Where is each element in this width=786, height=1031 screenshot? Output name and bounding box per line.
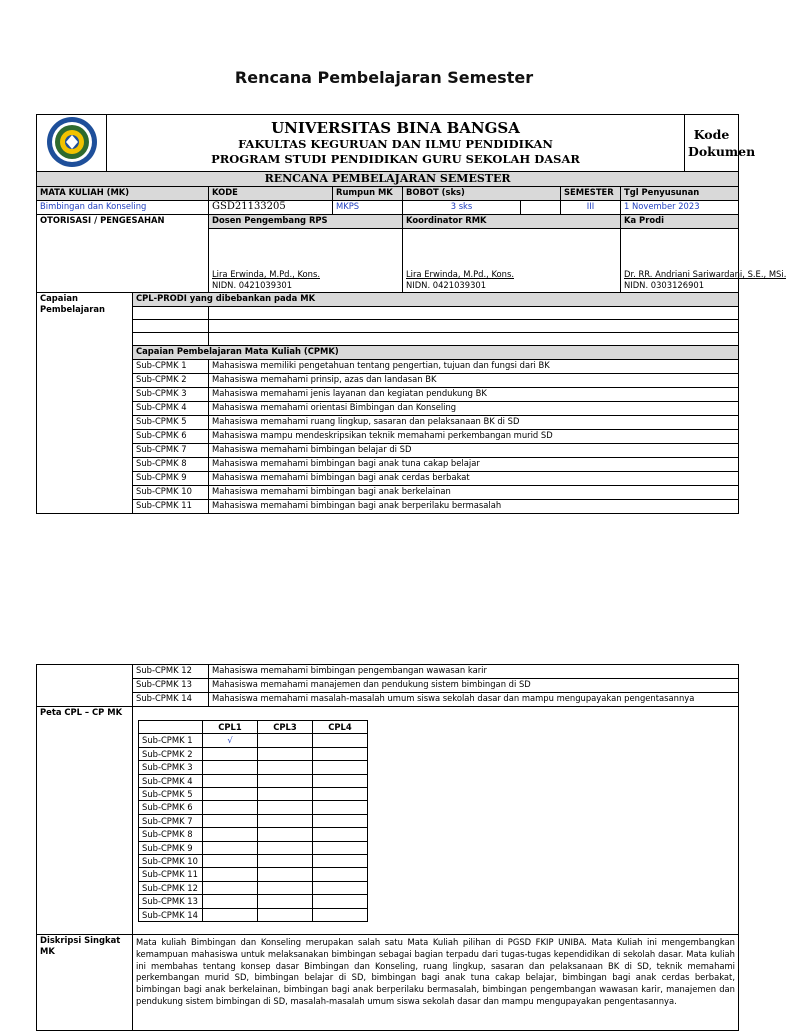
peta-row-label: Sub-CPMK 6 xyxy=(139,801,203,814)
university-name: UNIVERSITAS BINA BANGSA xyxy=(271,119,520,137)
table-row xyxy=(37,679,739,693)
cpmk-code: Sub-CPMK 12 xyxy=(133,665,209,679)
institution-cell xyxy=(107,115,685,172)
cpmk-text: Mahasiswa memahami jenis layanan dan kegiatan pendukung BK xyxy=(209,388,739,402)
university-logo-icon xyxy=(43,116,101,168)
cpmk-text: Mahasiswa memahami ruang lingkup, sasaran dan pelaksanaan BK di SD xyxy=(209,416,739,430)
kaprodi-label: Ka Prodi xyxy=(621,215,739,229)
rps-header-table xyxy=(36,114,756,172)
cpl-empty xyxy=(133,307,209,320)
faculty-name: FAKULTAS KEGURUAN DAN ILMU PENDIDIKAN xyxy=(238,137,553,151)
table-row xyxy=(139,801,368,814)
table-row xyxy=(37,430,739,444)
peta-row-label: Sub-CPMK 10 xyxy=(139,855,203,868)
kode-dokumen-cell: Kode Dokumen xyxy=(685,115,739,172)
cpmk-text: Mahasiswa memiliki pengetahuan tentang pengertian, tujuan dan fungsi dari BK xyxy=(209,360,739,374)
peta-row-label: Sub-CPMK 5 xyxy=(139,788,203,801)
col-tgl: Tgl Penyusunan xyxy=(621,187,739,201)
peta-cell xyxy=(133,707,739,935)
cpmk-text: Mahasiswa memahami bimbingan bagi anak berperilaku bermasalah xyxy=(209,500,739,514)
cpl-empty xyxy=(133,320,209,333)
cpl-empty xyxy=(209,320,739,333)
dosen-name: Lira Erwinda, M.Pd., Kons. xyxy=(212,269,320,279)
col-mk: MATA KULIAH (MK) xyxy=(37,187,209,201)
rps-continued-table xyxy=(36,664,739,1031)
peta-matrix xyxy=(138,720,368,922)
table-row xyxy=(139,734,368,747)
table-row xyxy=(139,881,368,894)
table-row xyxy=(139,747,368,760)
cpl-prodi-label: CPL-PRODI yang dibebankan pada MK xyxy=(133,293,739,307)
koor-name: Lira Erwinda, M.Pd., Kons. xyxy=(406,269,514,279)
table-row xyxy=(139,774,368,787)
rps-main-table xyxy=(36,171,786,514)
cpmk-code: Sub-CPMK 9 xyxy=(133,472,209,486)
cpmk-text: Mahasiswa memahami bimbingan belajar di SD xyxy=(209,444,739,458)
course-code: GSD21133205 xyxy=(209,201,333,215)
col-semester: SEMESTER xyxy=(561,187,621,201)
course-date: 1 November 2023 xyxy=(621,201,739,215)
table-row xyxy=(139,814,368,827)
cpmk-code: Sub-CPMK 3 xyxy=(133,388,209,402)
cpmk-code: Sub-CPMK 2 xyxy=(133,374,209,388)
peta-row-label: Sub-CPMK 1 xyxy=(139,734,203,747)
cpmk-code: Sub-CPMK 6 xyxy=(133,430,209,444)
course-sks: 3 sks xyxy=(403,201,521,215)
peta-corner xyxy=(139,721,203,734)
cpmk-code: Sub-CPMK 14 xyxy=(133,693,209,707)
cpmk-text: Mahasiswa memahami bimbingan bagi anak berkelainan xyxy=(209,486,739,500)
table-row xyxy=(139,868,368,881)
peta-row-label: Sub-CPMK 11 xyxy=(139,868,203,881)
table-row xyxy=(139,828,368,841)
peta-label: Peta CPL – CP MK xyxy=(37,707,133,935)
cpmk-text: Mahasiswa memahami bimbingan bagi anak cerdas berbakat xyxy=(209,472,739,486)
col-kode: KODE xyxy=(209,187,333,201)
table-row xyxy=(139,908,368,921)
dosen-label: Dosen Pengembang RPS xyxy=(209,215,403,229)
peta-header: CPL1 xyxy=(203,721,258,734)
otorisasi-label: OTORISASI / PENGESAHAN xyxy=(37,215,209,293)
peta-row-label: Sub-CPMK 7 xyxy=(139,814,203,827)
cpmk-code: Sub-CPMK 1 xyxy=(133,360,209,374)
course-name: Bimbingan dan Konseling xyxy=(37,201,209,215)
table-row xyxy=(37,444,739,458)
table-row xyxy=(37,402,739,416)
cpmk-code: Sub-CPMK 8 xyxy=(133,458,209,472)
cpmk-code: Sub-CPMK 4 xyxy=(133,402,209,416)
cpl-empty xyxy=(133,333,209,346)
peta-row-label: Sub-CPMK 13 xyxy=(139,895,203,908)
cpmk-text: Mahasiswa memahami orientasi Bimbingan dan Konseling xyxy=(209,402,739,416)
cpmk-code: Sub-CPMK 10 xyxy=(133,486,209,500)
cpmk-text: Mahasiswa memahami manajemen dan pendukung sistem bimbingan di SD xyxy=(209,679,739,693)
peta-row-label: Sub-CPMK 4 xyxy=(139,774,203,787)
program-name: PROGRAM STUDI PENDIDIKAN GURU SEKOLAH DASAR xyxy=(211,152,580,166)
peta-row-label: Sub-CPMK 12 xyxy=(139,881,203,894)
peta-row-label: Sub-CPMK 8 xyxy=(139,828,203,841)
table-row xyxy=(37,486,739,500)
peta-header: CPL3 xyxy=(258,721,313,734)
table-row xyxy=(37,416,739,430)
koor-nidn: NIDN. 0421039301 xyxy=(406,280,487,290)
document-title: Rencana Pembelajaran Semester xyxy=(234,68,534,87)
table-row xyxy=(37,693,739,707)
kaprodi-name: Dr. RR. Andriani Sariwardani, S.E., MSi. xyxy=(624,269,786,279)
table-row xyxy=(37,458,739,472)
cpmk-text: Mahasiswa mampu mendeskripsikan teknik memahami perkembangan murid SD xyxy=(209,430,739,444)
peta-row-label: Sub-CPMK 3 xyxy=(139,761,203,774)
cpmk-continued-spacer xyxy=(37,665,133,707)
col-rumpun: Rumpun MK xyxy=(333,187,403,201)
table-row xyxy=(37,374,739,388)
capaian-label: Capaian Pembelajaran xyxy=(37,293,133,514)
cpmk-text: Mahasiswa memahami bimbingan pengembangan wawasan karir xyxy=(209,665,739,679)
table-row xyxy=(139,895,368,908)
table-row xyxy=(37,472,739,486)
cpmk-code: Sub-CPMK 13 xyxy=(133,679,209,693)
cpmk-text: Mahasiswa memahami bimbingan bagi anak tuna cakap belajar xyxy=(209,458,739,472)
deskripsi-label: Diskripsi Singkat MK xyxy=(37,935,133,1031)
table-row xyxy=(139,841,368,854)
deskripsi-text: Mata kuliah Bimbingan dan Konseling merupakan salah satu Mata Kuliah pilihan di PGSD FKIP UNIBA. Mata Kuliah ini mengembangkan kemampuan mahasiswa untuk melaksanakan bimbingan sebagai bagian terpadu dari tugas-tugas kependidikan di sekolah dasar. Mata kuliah ini membahas tentang konsep dasar Bimbingan dan Konseling, ruang lingkup, sasaran dan pelaksanaan BK di SD, teknik memahami perkembangan murid SD, bimbingan belajar di SD, bimbingan bagi anak tuna cakap belajar, bimbingan bagi anak cerdas berbakat, bimbingan bagi anak berkelainan, bimbingan bagi anak berperilaku bermasalah, bimbingan pengembangan wawasan karir, manajemen dan pendukung sistem bimbingan di SD, masalah-masalah umum siswa sekolah dasar dan mampu mengupayakan pengentasannya. xyxy=(133,935,739,1031)
university-logo-cell xyxy=(37,115,107,172)
cpmk-code: Sub-CPMK 11 xyxy=(133,500,209,514)
peta-row-label: Sub-CPMK 14 xyxy=(139,908,203,921)
cpmk-code: Sub-CPMK 5 xyxy=(133,416,209,430)
peta-row-label: Sub-CPMK 2 xyxy=(139,747,203,760)
cpmk-text: Mahasiswa memahami masalah-masalah umum siswa sekolah dasar dan mampu mengupayakan pengentasannya xyxy=(209,693,739,707)
table-row xyxy=(37,500,739,514)
peta-row-label: Sub-CPMK 9 xyxy=(139,841,203,854)
course-semester: III xyxy=(561,201,621,215)
cpl-empty xyxy=(209,307,739,320)
peta-header: CPL4 xyxy=(313,721,368,734)
rps-title: RENCANA PEMBELAJARAN SEMESTER xyxy=(37,172,739,187)
cpmk-label: Capaian Pembelajaran Mata Kuliah (CPMK) xyxy=(133,346,739,360)
cpmk-text: Mahasiswa memahami prinsip, azas dan landasan BK xyxy=(209,374,739,388)
table-row xyxy=(139,788,368,801)
kaprodi-nidn: NIDN. 0303126901 xyxy=(624,280,705,290)
dosen-nidn: NIDN. 0421039301 xyxy=(212,280,293,290)
table-row xyxy=(37,388,739,402)
table-row xyxy=(37,665,739,679)
cpl-empty xyxy=(209,333,739,346)
table-row xyxy=(139,761,368,774)
koor-signature xyxy=(403,229,621,293)
cpmk-code: Sub-CPMK 7 xyxy=(133,444,209,458)
course-sks-extra xyxy=(521,201,561,215)
course-rumpun: MKPS xyxy=(333,201,403,215)
check-mark-icon: √ xyxy=(203,734,258,747)
col-bobot: BOBOT (sks) xyxy=(403,187,561,201)
kaprodi-signature xyxy=(621,229,786,293)
table-row xyxy=(37,360,739,374)
table-row xyxy=(139,855,368,868)
koordinator-label: Koordinator RMK xyxy=(403,215,621,229)
dosen-signature xyxy=(209,229,403,293)
